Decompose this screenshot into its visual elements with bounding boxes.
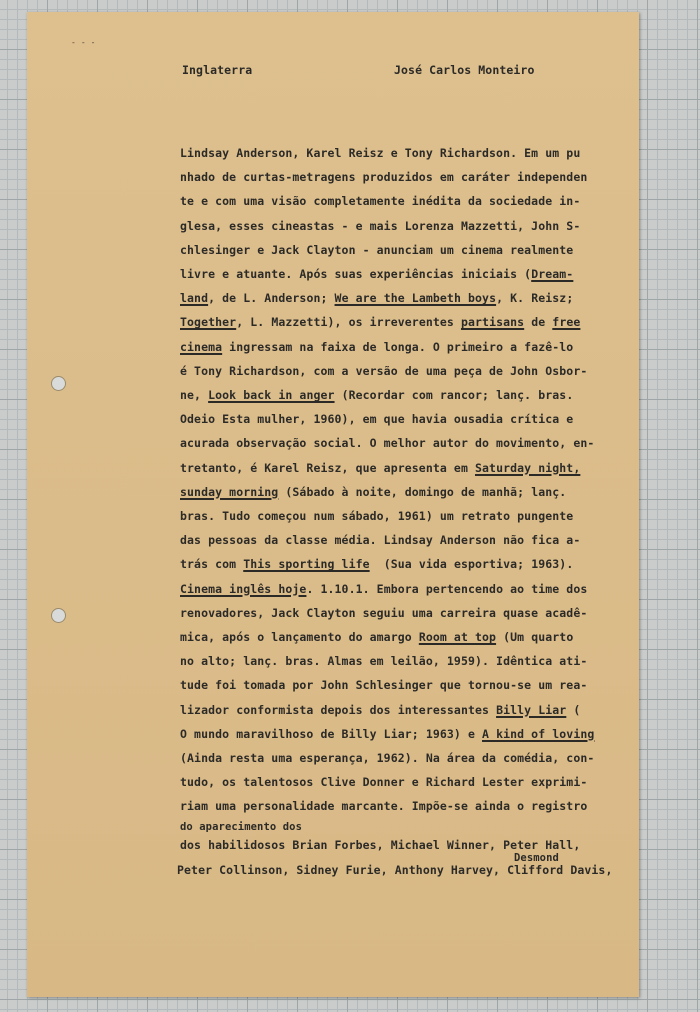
text-segment: mica, após o lançamento do amargo [180,630,419,644]
underlined-title: Together [180,315,237,330]
underlined-title: This sporting life [243,557,370,572]
underlined-title: A kind of loving [482,726,595,741]
text-segment: lizador conformista depois dos interessantes [180,702,497,717]
underlined-title: partisans [460,315,525,330]
punch-hole-top [51,376,66,391]
text-segment: tretanto, é Karel Reisz, que apresenta em [180,460,475,475]
insert-word: Desmond [514,852,559,864]
text-segment: chlesinger e Jack Clayton - anunciam um cinema realmente [180,242,574,257]
text-line-29: dos habilidosos Brian Forbes, Michael Winner, Peter Hall, [180,838,581,852]
text-line-28 [180,799,587,813]
text-line-11 [180,388,573,402]
text-segment: (Recordar com rancor; lanç. bras. [334,388,574,402]
text-line-22 [180,654,587,668]
text-segment: das pessoas da classe média. Lindsay Anderson não fica a- [180,533,581,548]
text-segment: riam uma personalidade marcante. Impõe-se ainda o registro [180,799,588,814]
text-segment: de [524,315,553,330]
text-line-21 [180,630,573,644]
text-line-7 [180,291,573,305]
text-line-26 [180,751,594,765]
text-segment: Odeio Esta mulher, 1960), em que havia ousadia crítica e [180,412,574,427]
text-segment: (Sua vida esportiva; 1963). [369,557,574,572]
text-line-12 [180,412,573,426]
text-line-19 [180,582,587,596]
text-segment: , de L. Anderson; [208,291,335,306]
text-segment: . 1.10.1. Embora pertencendo ao time dos [306,581,588,596]
text-segment: , K. Reisz; [496,291,574,306]
text-line-1 [180,146,580,160]
punch-hole-bottom [51,608,66,623]
text-segment: te e com uma visão completamente inédita da sociedade in- [180,194,581,209]
text-line-27 [180,775,587,789]
text-segment: ingressam na faixa de longa. O primeiro a fazê-lo [222,339,574,354]
text-segment: tudo, os talentosos Clive Donner e Richard Lester exprimi- [180,775,588,790]
text-line-23 [180,678,587,692]
underlined-title: sunday morning [180,484,279,499]
text-segment: renovadores, Jack Clayton seguiu uma carreira quase acadê- [180,605,588,620]
underlined-title: Look back in anger [208,388,335,402]
text-line-6 [180,267,573,281]
text-segment: trás com [180,557,244,572]
underlined-title: Cinema inglês hoje [180,581,307,596]
underlined-title: cinema [180,339,223,354]
text-segment: ( [566,702,581,717]
text-segment: (Ainda resta uma esperança, 1962). Na área da comédia, con- [180,751,595,765]
text-line-18 [180,557,573,571]
text-segment: bras. Tudo começou num sábado, 1961) um retrato pungente [180,509,574,523]
underlined-title: Saturday night, [475,460,581,475]
text-segment: O mundo maravilhoso de Billy Liar; 1963) e [180,726,483,741]
text-segment: é Tony Richardson, com a versão de uma peça de John Osbor- [180,363,588,378]
header-author: José Carlos Monteiro [394,63,535,77]
text-line-16 [180,509,573,523]
text-segment: (Um quarto [496,630,574,644]
text-line-8 [180,315,580,329]
text-segment: glesa, esses cineastas - e mais Lorenza Mazzetti, John S- [180,218,581,233]
text-line-10 [180,364,587,378]
underlined-title: land [180,291,209,306]
underlined-title: We are the Lambeth boys [334,291,497,306]
text-segment: acurada observação social. O melhor autor do movimento, en- [180,436,595,451]
text-line-25 [180,727,594,741]
text-line-20 [180,606,587,620]
text-line-24 [180,703,580,717]
underlined-title: free [552,315,581,330]
text-line-17 [180,533,580,547]
text-line-2 [180,170,587,184]
text-line-13 [180,436,594,450]
pencil-marks: - - - [71,38,96,47]
text-line-9 [180,340,573,354]
typewritten-page [27,12,639,997]
text-line-3 [180,194,580,208]
underlined-title: Dream- [531,267,574,281]
text-segment: (Sábado à noite, domingo de manhã; lanç. [278,484,567,499]
handwritten-insert: do aparecimento dos [180,821,303,833]
text-line-4 [180,219,580,233]
text-segment: , L. Mazzetti), os irreverentes [236,315,461,330]
header-country: Inglaterra [182,63,253,77]
text-segment: nhado de curtas-metragens produzidos em caráter independen [180,170,588,185]
text-segment: Lindsay Anderson, Karel Reisz e Tony Richardson. Em um pu [180,146,581,160]
text-line-15 [180,485,566,499]
text-line-30: Peter Collinson, Sidney Furie, Anthony Harvey, Clifford Davis, [177,863,613,877]
text-line-14 [180,461,580,475]
text-line-5 [180,243,573,257]
text-segment: no alto; lanç. bras. Almas em leilão, 1959). Idêntica ati- [180,654,588,669]
text-segment: tude foi tomada por John Schlesinger que tornou-se um rea- [180,678,588,693]
text-segment: ne, [180,388,209,402]
text-segment: livre e atuante. Após suas experiências iniciais ( [180,267,532,281]
underlined-title: Billy Liar [496,702,567,717]
underlined-title: Room at top [418,630,497,644]
